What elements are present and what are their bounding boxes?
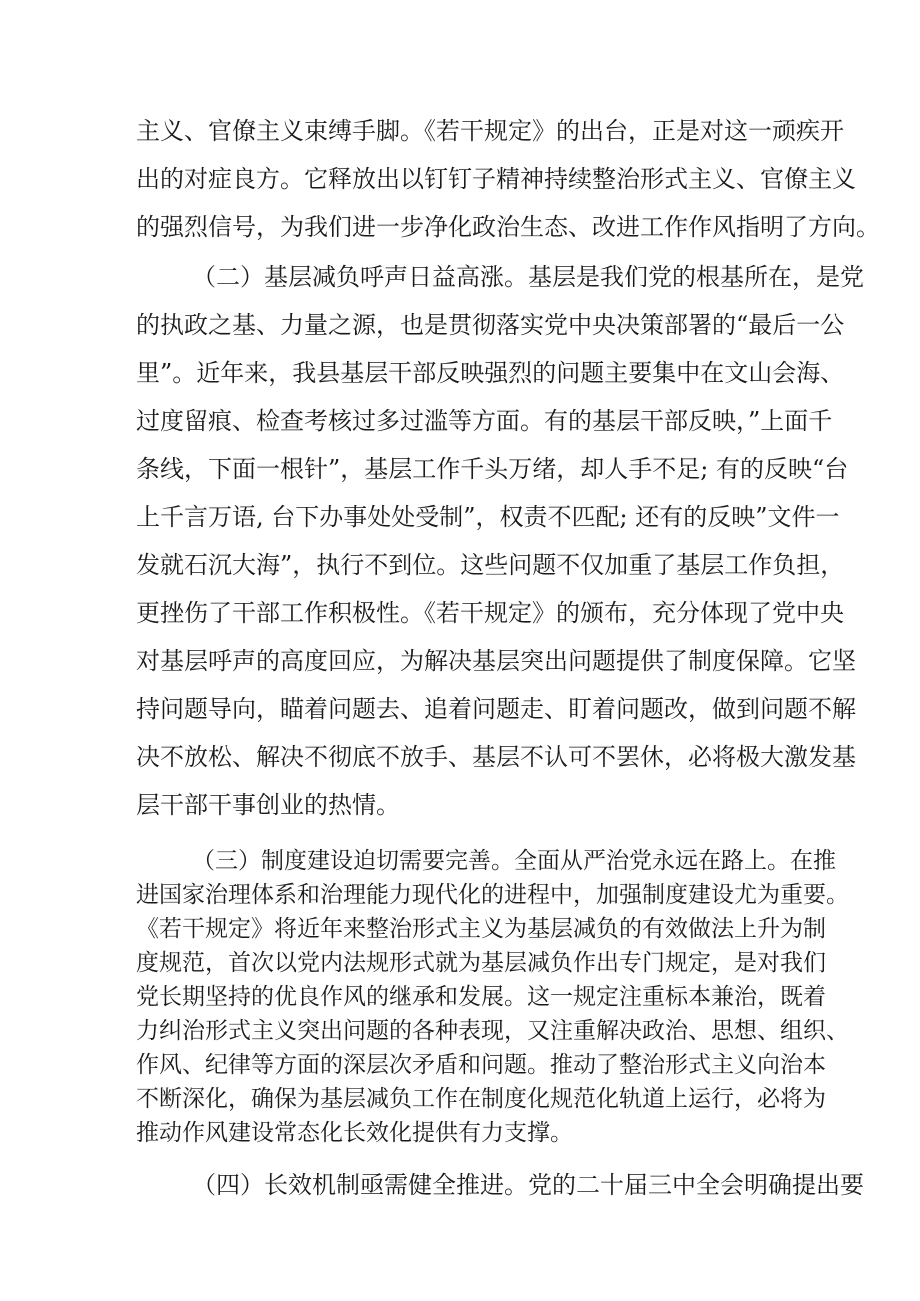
text-line: 决不放松、解决不彻底不放手、基层不认可不罢休，必将极大激发基	[136, 743, 856, 771]
text-line: 力纠治形式主义突出问题的各种表现，又注重解决政治、思想、组织、	[136, 1018, 849, 1044]
text-line: 的执政之基、力量之源，也是贯彻落实党中央决策部署的“最后一公	[136, 311, 845, 339]
text-line: 推动作风建设常态化长效化提供有力支撑。	[136, 1120, 573, 1146]
text-line: （四）长效机制亟需健全推进。党的二十届三中全会明确提出要	[192, 1171, 864, 1199]
text-line: 进国家治理体系和治理能力现代化的进程中，加强制度建设尤为重要。	[136, 882, 849, 908]
text-line: 不断深化，确保为基层减负工作在制度化规范化轨道上运行，必将为	[136, 1086, 826, 1112]
text-line: 条线，下面一根针”，基层工作千头万绪，却人手不足; 有的反映“台	[136, 455, 849, 483]
text-line: 里”。近年来，我县基层干部反映强烈的问题主要集中在文山会海、	[136, 359, 845, 387]
text-line: （二）基层减负呼声日益高涨。基层是我们党的根基所在，是党	[192, 263, 864, 291]
text-line: 《若干规定》将近年来整治形式主义为基层减负的有效做法上升为制	[136, 916, 826, 942]
text-line: 党长期坚持的优良作风的继承和发展。这一规定注重标本兼治，既着	[136, 984, 826, 1010]
text-line: 度规范，首次以党内法规形式就为基层减负作出专门规定，是对我们	[136, 950, 826, 976]
text-line: 对基层呼声的高度回应，为解决基层突出问题提供了制度保障。它坚	[136, 647, 856, 675]
text-line: 主义、官僚主义束缚手脚。《若干规定》的出台，正是对这一顽疾开	[136, 117, 844, 145]
text-line: 作风、纪律等方面的深层次矛盾和问题。推动了整治形式主义向治本	[136, 1052, 826, 1078]
text-line: 发就石沉大海”，执行不到位。这些问题不仅加重了基层工作负担，	[136, 551, 845, 579]
text-line: 过度留痕、检查考核过多过滥等方面。有的基层干部反映，”上面千	[136, 407, 833, 435]
text-line: 持问题导向，瞄着问题去、追着问题走、盯着问题改，做到问题不解	[136, 695, 856, 723]
text-line: 更挫伤了干部工作积极性。《若干规定》的颁布，充分体现了党中央	[136, 599, 844, 627]
text-line: 层干部干事创业的热情。	[136, 791, 400, 819]
text-line: 上千言万语, 台下办事处处受制”，权责不匹配; 还有的反映”文件一	[136, 503, 840, 531]
text-line: 出的对症良方。它释放出以钉钉子精神持续整治形式主义、官僚主义	[136, 165, 856, 193]
text-line: 的强烈信号，为我们进一步净化政治生态、改进工作作风指明了方向。	[136, 213, 880, 241]
text-line: （三）制度建设迫切需要完善。全面从严治党永远在路上。在推	[192, 848, 836, 874]
